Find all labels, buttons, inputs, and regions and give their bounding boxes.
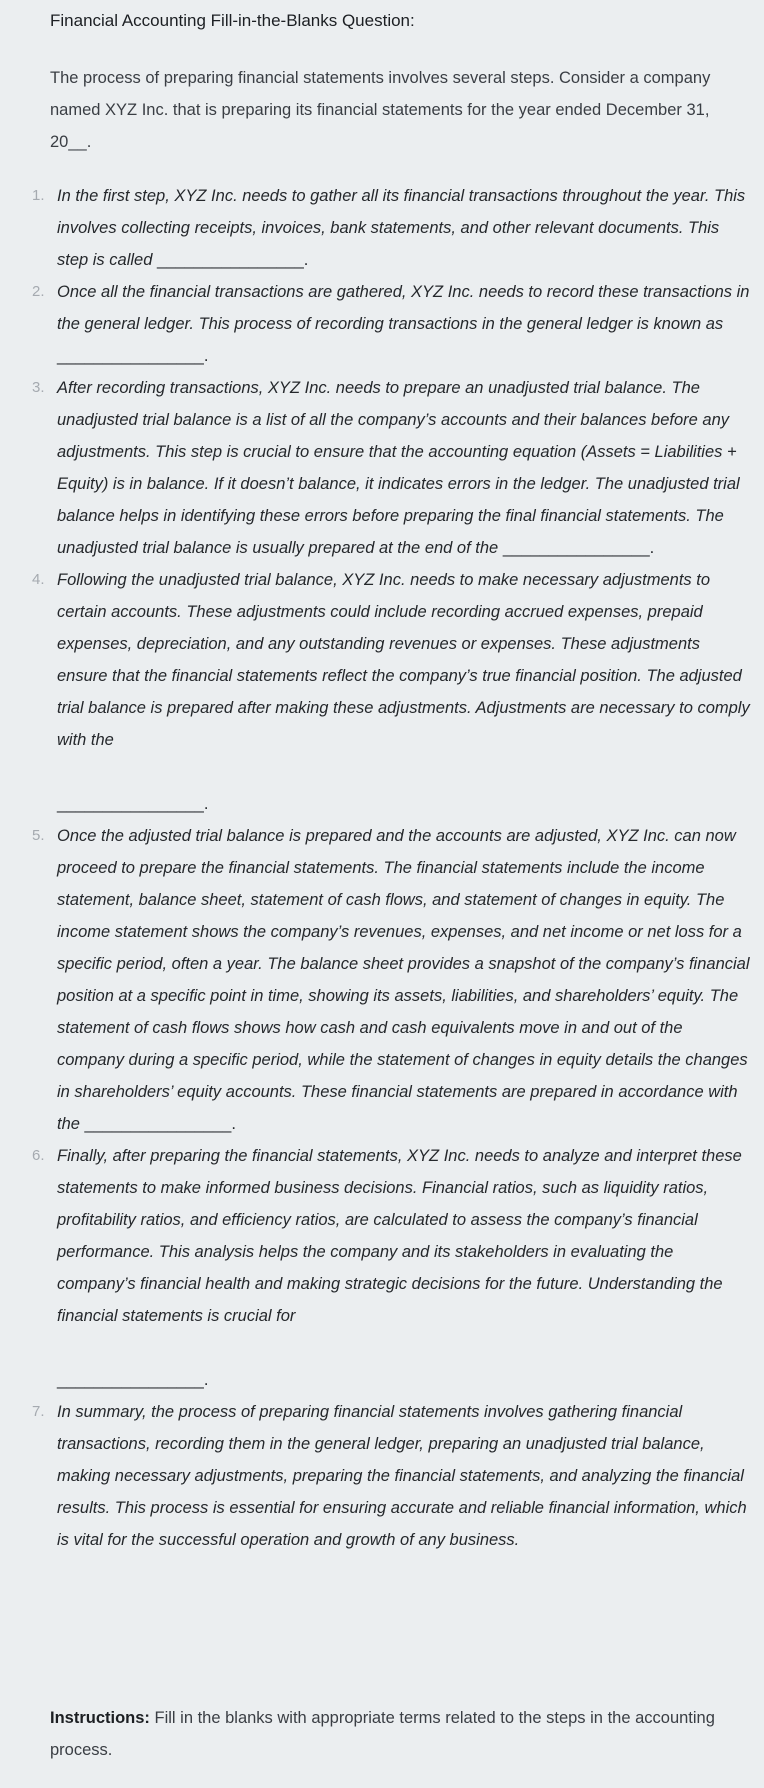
list-item bbox=[0, 372, 764, 564]
document-title: Financial Accounting Fill-in-the-Blanks Question: bbox=[50, 11, 415, 30]
instructions bbox=[50, 1702, 740, 1766]
item-number: 4. bbox=[32, 571, 45, 588]
item-text: In summary, the process of preparing financial statements involves gathering financial transactions, recording them in the general ledger, preparing an unadjusted trial balance, making necessary adjustments, preparing the financial statements, and analyzing the financial results. This process is essential for ensuring accurate and reliable financial information, which is vital for the successful operation and growth of any business. bbox=[57, 1403, 747, 1549]
spacer bbox=[57, 756, 754, 788]
fill-blank: ________________. bbox=[57, 347, 209, 365]
item-number: 3. bbox=[32, 379, 45, 396]
item-text: Finally, after preparing the financial statements, XYZ Inc. needs to analyze and interpret these statements to make informed business decisions. Financial ratios, such as liquidity ratios, profitability ratios, and efficiency ratios, are calculated to assess the company’s financial performance. This analysis helps the company and its stakeholders in evaluating the company’s financial health and making strategic decisions for the future. Understanding the financial statements is crucial for bbox=[57, 1147, 742, 1325]
intro-paragraph: The process of preparing financial statements involves several steps. Consider a company named XYZ Inc. that is preparing its financial statements for the year ended December 31, 20__. bbox=[50, 69, 711, 151]
list-item bbox=[0, 180, 764, 276]
item-text: Following the unadjusted trial balance, XYZ Inc. needs to make necessary adjustments to certain accounts. These adjustments could include recording accrued expenses, prepaid expenses, depreciation, and any outstanding revenues or expenses. These adjustments ensure that the financial statements reflect the company’s true financial position. The adjusted trial balance is prepared after making these adjustments. Adjustments are necessary to comply with the bbox=[57, 571, 750, 749]
item-number: 2. bbox=[32, 283, 45, 300]
list-item bbox=[0, 820, 764, 1140]
item-number: 6. bbox=[32, 1147, 45, 1164]
list-item bbox=[0, 1396, 764, 1556]
item-number: 1. bbox=[32, 187, 45, 204]
fill-blank: ________________. bbox=[84, 1115, 236, 1133]
item-text: Once the adjusted trial balance is prepared and the accounts are adjusted, XYZ Inc. can now proceed to prepare the financial statements. The financial statements include the income statement, balance sheet, statement of cash flows, and statement of changes in equity. The income statement shows the company’s revenues, expenses, and net income or net loss for a specific period, often a year. The balance sheet provides a snapshot of the company’s financial position at a specific point in time, showing its assets, liabilities, and shareholders’ equity. The statement of cash flows shows how cash and cash equivalents move in and out of the company during a specific period, while the statement of changes in equity details the changes in shareholders’ equity accounts. These financial statements are prepared in accordance with the bbox=[57, 827, 750, 1133]
item-number: 7. bbox=[32, 1403, 45, 1420]
fill-blank: ________________. bbox=[57, 1371, 209, 1389]
item-number: 5. bbox=[32, 827, 45, 844]
fill-blank: ________________. bbox=[502, 539, 655, 557]
question-list bbox=[0, 180, 764, 1556]
spacer bbox=[57, 1332, 754, 1364]
list-item bbox=[0, 1140, 764, 1396]
list-item bbox=[0, 276, 764, 372]
item-text: After recording transactions, XYZ Inc. needs to prepare an unadjusted trial balance. The unadjusted trial balance is a list of all the company’s accounts and their balances before any adjustments. This step is crucial to ensure that the accounting equation (Assets = Liabilities + Equity) is in balance. If it doesn’t balance, it indicates errors in the ledger. The unadjusted trial balance helps in identifying these errors before preparing the final financial statements. The unadjusted trial balance is usually prepared at the end of the bbox=[57, 379, 740, 557]
fill-blank: ________________. bbox=[57, 795, 209, 813]
item-text: In the first step, XYZ Inc. needs to gather all its financial transactions throughout the year. This involves collecting receipts, invoices, bank statements, and other relevant documents. This step is called bbox=[57, 187, 746, 269]
instructions-text: Fill in the blanks with appropriate terms related to the steps in the accounting process. bbox=[50, 1709, 715, 1759]
list-item bbox=[0, 564, 764, 820]
fill-blank: ________________. bbox=[156, 251, 309, 269]
instructions-label: Instructions: bbox=[50, 1709, 150, 1727]
item-text: Once all the financial transactions are gathered, XYZ Inc. needs to record these transactions in the general ledger. This process of recording transactions in the general ledger is known as bbox=[57, 283, 750, 333]
